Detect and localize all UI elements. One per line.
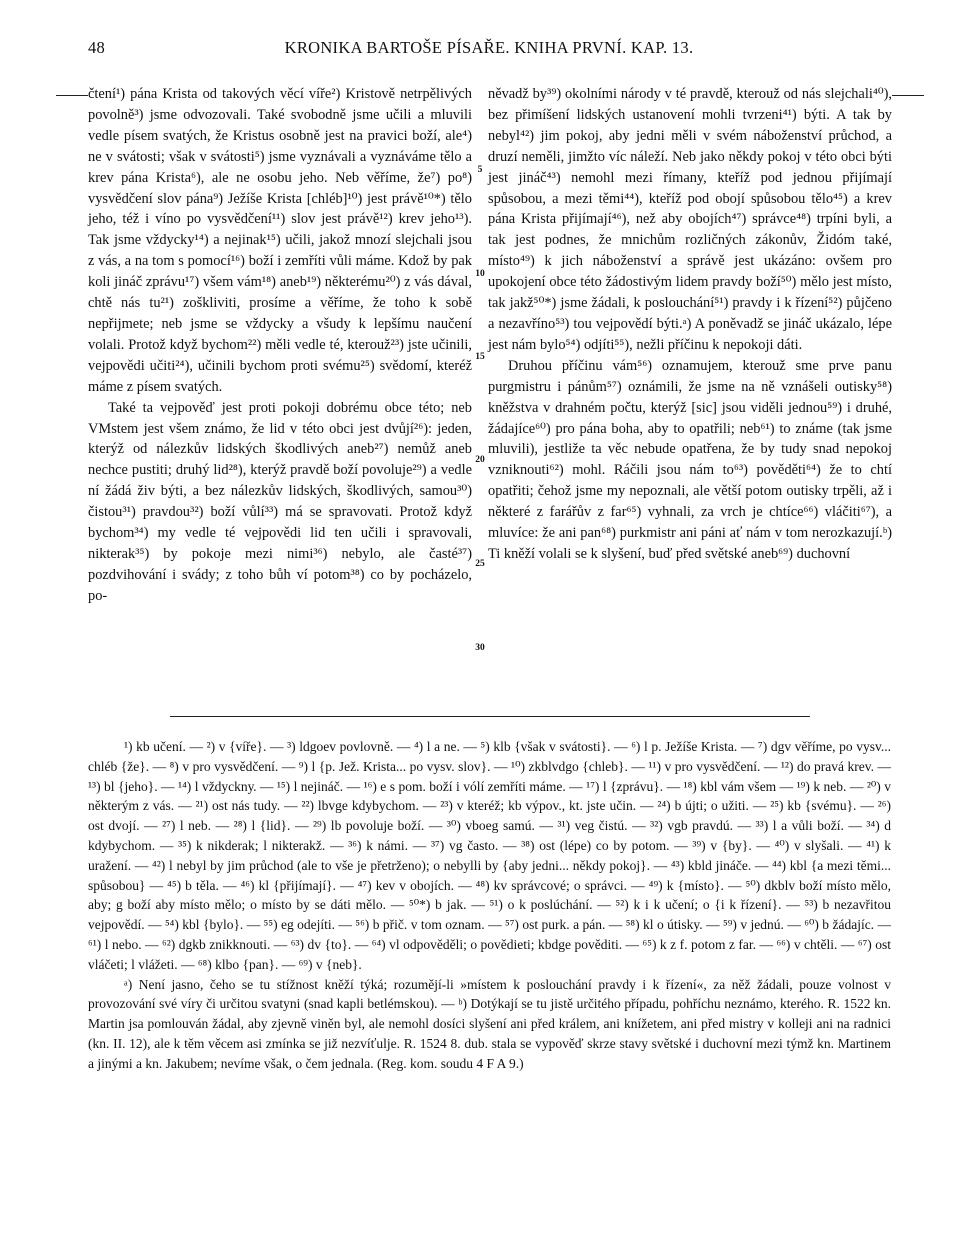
- line-number: 25: [475, 559, 485, 569]
- page-number: 48: [88, 38, 106, 57]
- left-column: [88, 84, 472, 607]
- footnotes: [88, 737, 891, 1074]
- line-number: 30: [475, 643, 485, 653]
- left-margin-dash: [56, 95, 88, 96]
- explanatory-footnotes: ᵃ) Není jasno, čeho se tu stížnost kněží týká; rozumějí-li »místem k poslouchání pravdy i k řízení«, za něž žádali, pouze volnost v provozování své víry či určitou svatyni (snad kapli betlémskou). — ᵇ) Dotýkají se tu jistě určitého případu, pohříchu neznámo, kterého. R. 1522 kn. Martin jsa pomlouván žádal, aby zjevně viněn byl, ale nemohl dosíci slyšení ani před králem, ani knížetem, ani před mistry v kolleji ani na radnici (kn. II. 12), ale k těm věcem asi zmínka se již nezvíťulje. R. 1524 8. dub. stala se vypověď skrze stavy světské i duchovní mezi týmž kn. Martinem a jinými a kn. Jakubem; nevíme však, o čem jednala. (Reg. kom. soudu 4 F A 9.): [88, 976, 891, 1071]
- line-number: 20: [475, 455, 485, 465]
- right-column: [488, 84, 892, 565]
- line-number: 10: [475, 269, 485, 279]
- left-paragraph: čtení¹) pána Krista od takových věcí víře²) Kristově netrpělivých povolně³) jsme odvozovali. Také svobodně jsme učili a mluvili vedle písem svatých, že Kristus osobně jest na pravici boží, ale⁴) ne v svátosti; však v svátosti⁵) jsme vyznávali a vyznáváme tělo a krev pána Krista⁶), ale ne osobu jeho. Neb věříme, že⁷) po⁸) vysvědčení slov pána⁹) Ježíše Krista [chléb]¹⁰) jest právě¹⁰*) tělo jeho, též i víno po vysvědčení¹¹) slov jest právě¹²) krev jeho¹³). Tak jsme vždycky¹⁴) a nejinak¹⁵) učili, jakož mnozí slejchali jsou z vás, a na tom s pomocí¹⁶) boží i zemříti vůli máme. Kdož by pak koli jináč zprávu¹⁷) všem vám¹⁸) aneb¹⁹) některému²⁰) z vás dával, chtě nás tu²¹) zoškliviti, prosíme a věříme, že toho k sobě nepřijmete; neb jsme se vždycky a všudy k lepšímu naučení volali. Protož když bychom²²) měli vedle té, kterouž²³) jste učinili, vejpovědi učiti²⁴), učinili bychom proti svému²⁵) svědomí, kteréž máme z písem svatých.: [88, 86, 472, 395]
- right-paragraph: něvadž by³⁹) okolními národy v té pravdě, kterouž od nás slejchali⁴⁰), bez přimíšení lidských ustanovení mohli tvrzeni⁴¹) býti. A tak by nebyl⁴²) jim pokoj, aby jedni měli v svém náboženství průchod, a druzí neměli, jimžto víc náleží. Neb jako někdy pokoj v této obci býti jest jináč⁴³) nemohl mezi římany, kteříž pod jednou přijímají spůsobou, a mezi těmi⁴⁴), kteříž pod obojí spůsobou tělo⁴⁵) a krev pána Krista přijímají⁴⁶), než aby obojích⁴⁷) správce⁴⁸) trpíni byli, a tak jest podnes, že mnichům rozličných zákonův, Židóm také, místo⁴⁹) k jich náboženství a správě jest ukázáno: ovšem pro upokojení obce této žádostivým lidem pravdy boží⁵⁰) mělo jest místo, tak jakž⁵⁰*) jsme žádali, k poslouchání⁵¹) pravdy i k řízení⁵²) půjčeno a nezavříno⁵³) tou vejpovědí býti.ᵃ) A poněvadž se jináč ukázalo, lépe jest nám bylo⁵⁴) odjíti⁵⁵), nežli příčinu k nepokoji dáti.: [488, 86, 892, 353]
- footnote-separator: [170, 716, 810, 717]
- right-margin-dash: [892, 95, 924, 96]
- running-title: KRONIKA BARTOŠE PÍSAŘE. KNIHA PRVNÍ. KAP. 13.: [284, 38, 694, 57]
- line-number: 15: [475, 352, 485, 362]
- line-number: 5: [477, 165, 483, 175]
- variant-footnotes: ¹) kb učení. — ²) v {víře}. — ³) ldgoev povlovně. — ⁴) l a ne. — ⁵) klb {však v svátosti}. — ⁶) l p. Ježíše Krista. — ⁷) dgv věříme, po vysv... chléb {že}. — ⁸) v pro vysvědčení. — ⁹) l {p. Jež. Krista... po vysv. slov}. — ¹⁰) zkblvdgo {chleb}. — ¹¹) v pro vysvědčení. — ¹²) do pravá krev. — ¹³) bl {jeho}. — ¹⁴) l vždycknу. — ¹⁵) l nejináč. — ¹⁶) e s pom. boží i vólí zemříti máme. — ¹⁷) l {zprávu}. — ¹⁸) kbl vám všem — ¹⁹) k neb. — ²⁰) v některým z vás. — ²¹) ost nás tudy. — ²²) lbvge kdybychom. — ²³) v kteréž; kb výpov., kt. jste učin. — ²⁴) b újti; o užiti. — ²⁵) kb {svému}. — ²⁶) ost dvojí. — ²⁷) l neb. — ²⁸) l {lid}. — ²⁹) lb povoluje boží. — ³⁰) vboeg samú. — ³¹) veg čistú. — ³²) vgb pravdú. — ³³) l a vůli boží. — ³⁴) d kdybychom. — ³⁵) k nikderak; l nikterakž. — ³⁶) k námi. — ³⁷) vg často. — ³⁸) ost (lépe) co by potom. — ³⁹) v {by}. — ⁴⁰) v slyšali. — ⁴¹) k uražení. — ⁴²) l nebyl by jim průchod (ale to vše je přetrženo); o nebylli by {aby jedni... někdy pokoj}. — ⁴³) kbld jináče. — ⁴⁴) kbl {a mezi těmi... spůsobou} — ⁴⁵) b těla. — ⁴⁶) kl {přijímají}. — ⁴⁷) kev v obojích. — ⁴⁸) kv správcové; o správci. — ⁴⁹) k {místo}. — ⁵⁰) dkblv boží místo mělo, aby; g boží aby místo mělo; o místo by se dáti mělo. — ⁵⁰*) b jak. — ⁵¹) o k poslúchání. — ⁵²) k i k učení; o {i k řízení}. — ⁵³) b nezavřitou vejpovědí. — ⁵⁴) kbl {bylo}. — ⁵⁵) eg odejíti. — ⁵⁶) b přič. v tom oznam. — ⁵⁷) ost purk. a pán. — ⁵⁸) kl o útisky. — ⁵⁹) v jednú. — ⁶⁰) b žádajíc. — ⁶¹) l nebo. — ⁶²) dgkb znikknouti. — ⁶³) dv {to}. — ⁶⁴) vl odpověděli; o povědieti; kbdge pověditi. — ⁶⁵) k z f. potom z far. — ⁶⁶) v chtěli. — ⁶⁷) ost vláčeti; l vlážeti. — ⁶⁸) klbo {pan}. — ⁶⁹) v {neb}.: [88, 739, 891, 972]
- right-paragraph: Druhou příčinu vám⁵⁶) oznamujem, kterouž sme prve panu purgmistru i pánům⁵⁷) oznámili, že jsme na ně vznášeli outisky⁵⁸) kněžstva v drahném počtu, kterýž [sic] jsou viděli jednou⁵⁹) i druhé, žádajíce⁶⁰) pro pána boha, aby to opatřili; neb⁶¹) to známe (tak jsme mluvili), jestliže ta věc nebude opatřena, že by tudy snad nepokoj vzniknouti⁶²) mohl. Ráčili jsou nám to⁶³) pověděti⁶⁴) že to chtí opatřiti; čehož jsme my nepoznali, ale větší potom outisky trpěli, až i některé z farářův z far⁶⁵) vyhnali, za vrch je chtíce⁶⁶) vláčiti⁶⁷), a mluvíce: že ani pan⁶⁸) purkmistr ani páni ať nám v tom nerozkazují.ᵇ) Ti kněží volali se k slyšení, buď před světské aneb⁶⁹) duchovní: [488, 357, 892, 562]
- left-paragraph: Také ta vejpověď jest proti pokoji dobrému obce této; neb VMstem jest všem známo, že lid v této obci jest dvůjí²⁶): jeden, kterýž od nálezkův lidských škodlivých aneb²⁷) nemůž aneb nechce pustiti; druhý lid²⁸), kterýž pravdě boží povoluje²⁹) a vedle ní žádá živ býti, a bez nálezkův lidských, škodlivých, samou³⁰) čistou³¹) pravdou³²) boží vůlí³³) má se spravovati. Protož když bychom³⁴) my vedle té vejpovědi lid ten učili i spravovali, nikterak³⁵) by pokoje mezi nimi³⁶) nebylo, ale časté³⁷) pozdvihování i svády; z toho bůh ví potom³⁸) co by pocházelo, po-: [88, 399, 472, 604]
- running-header: [88, 38, 890, 62]
